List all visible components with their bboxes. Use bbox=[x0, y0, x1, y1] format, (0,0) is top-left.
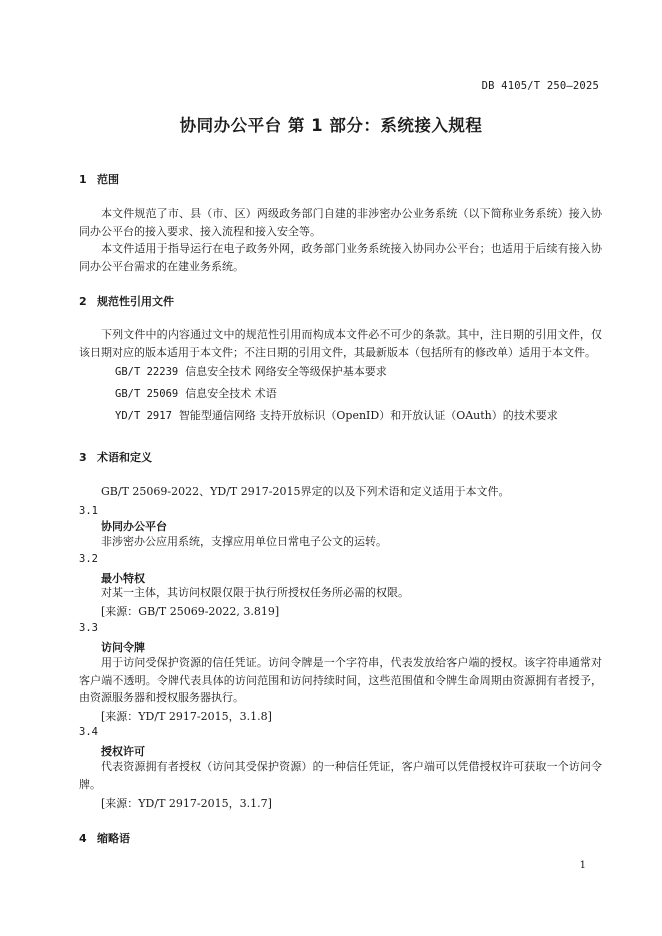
page-number: 1 bbox=[579, 860, 586, 871]
term-number: 3.2 bbox=[79, 553, 98, 565]
section-heading-3 bbox=[79, 449, 152, 465]
section-heading-2 bbox=[79, 293, 174, 309]
term-definition: 代表资源拥有者授权（访问其受保护资源）的一种信任凭证，客户端可以凭借授权许可获取一个访问令牌。 bbox=[79, 760, 602, 791]
terms-intro: GB/T 25069-2022、YD/T 2917-2015界定的以及下列术语和定义适用于本文件。 bbox=[101, 485, 510, 498]
section-title: 范围 bbox=[97, 173, 119, 186]
term-source: [来源：GB/T 25069-2022, 3.819] bbox=[101, 605, 280, 618]
reference-title: 信息安全技术 术语 bbox=[185, 387, 277, 400]
document-code: DB 4105/T 250—2025 bbox=[481, 80, 599, 92]
section-heading-1 bbox=[79, 171, 119, 187]
section-number: 2 bbox=[79, 295, 87, 308]
term-name: 协同办公平台 bbox=[101, 520, 167, 533]
reference-title: 信息安全技术 网络安全等级保护基本要求 bbox=[185, 365, 387, 378]
term-name: 授权许可 bbox=[101, 745, 145, 758]
section-number: 3 bbox=[79, 451, 87, 464]
section-title: 术语和定义 bbox=[97, 451, 152, 464]
reference-code: GB/T 25069 bbox=[115, 388, 179, 400]
section-title: 规范性引用文件 bbox=[97, 295, 174, 308]
term-source: [来源：YD/T 2917-2015，3.1.7] bbox=[101, 797, 272, 810]
term-number: 3.4 bbox=[79, 726, 98, 738]
reference-code: YD/T 2917 bbox=[115, 410, 172, 422]
term-source: [来源：YD/T 2917-2015，3.1.8] bbox=[101, 710, 272, 723]
term-number: 3.1 bbox=[79, 505, 98, 517]
term-definition: 用于访问受保护资源的信任凭证。访问令牌是一个字符串，代表发放给客户端的授权。该字符串通常对客户端不透明。令牌代表具体的访问范围和访问持续时间，这些范围值和令牌生命周期由资源拥有者授予，由资源服务器和授权服务器执行。 bbox=[79, 656, 602, 704]
reference-code: GB/T 22239 bbox=[115, 366, 179, 378]
term-number: 3.3 bbox=[79, 622, 98, 634]
section-number: 1 bbox=[79, 173, 87, 186]
document-title: 协同办公平台 第 1 部分：系统接入规程 bbox=[179, 116, 483, 135]
section-title: 缩略语 bbox=[97, 832, 130, 845]
term-name: 最小特权 bbox=[101, 572, 145, 585]
term-definition: 非涉密办公应用系统，支撑应用单位日常电子公文的运转。 bbox=[101, 535, 387, 548]
section-number: 4 bbox=[79, 832, 87, 845]
reference-item-3 bbox=[101, 394, 558, 436]
term-name: 访问令牌 bbox=[101, 641, 145, 654]
reference-title: 智能型通信网络 支持开放标识（OpenID）和开放认证（OAuth）的技术要求 bbox=[178, 409, 558, 422]
term-definition: 对某一主体，其访问权限仅限于执行所授权任务所必需的权限。 bbox=[101, 586, 409, 599]
scope-paragraph-1: 本文件规范了市、县（市、区）两级政务部门自建的非涉密办公业务系统（以下简称业务系统）接入协同办公平台的接入要求、接入流程和接入安全等。 bbox=[79, 207, 602, 238]
normative-paragraph: 下列文件中的内容通过文中的规范性引用而构成本文件必不可少的条款。其中，注日期的引用文件，仅该日期对应的版本适用于本文件；不注日期的引用文件，其最新版本（包括所有的修改单）适用于本文件。 bbox=[79, 328, 602, 359]
section-heading-4 bbox=[79, 830, 130, 846]
scope-paragraph-2: 本文件适用于指导运行在电子政务外网，政务部门业务系统接入协同办公平台；也适用于后续有接入协同办公平台需求的在建业务系统。 bbox=[79, 242, 602, 273]
